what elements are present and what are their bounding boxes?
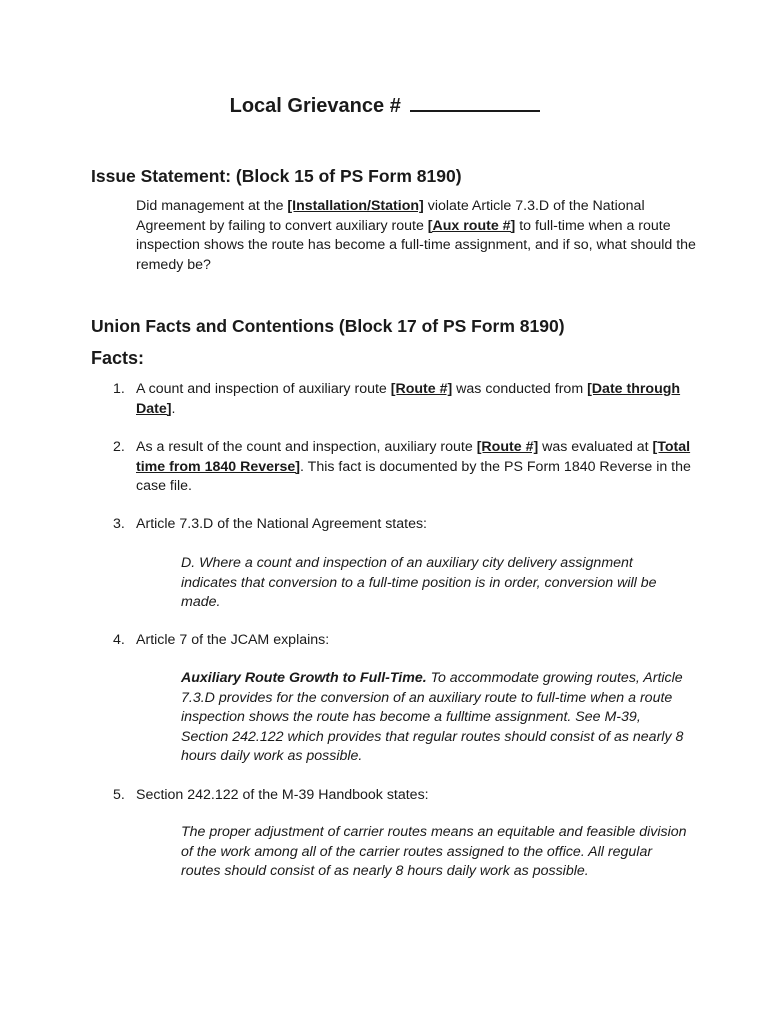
title-text: Local Grievance #: [229, 95, 401, 117]
route-placeholder: [Route #]: [390, 381, 453, 397]
article-7-3-d-quote: D. Where a count and inspection of an auxiliary city delivery assignment indicates that conversion to a full-time position is in order, conversion will be made.: [181, 555, 657, 610]
fact-number: 2.: [113, 439, 125, 455]
issue-statement-heading: Issue Statement: (Block 15 of PS Form 8190): [91, 166, 462, 186]
jcam-quote-text: To accommodate growing routes, Article 7.3.D provides for the conversion of an auxiliary route to full-time when a route inspection shows the route has become a fulltime assignment. See M-39, Section 242.122 which provides that regular routes should consist of as nearly 8 hours daily work as possible.: [181, 670, 684, 764]
issue-text-3: to full-time when a route inspection shows the route has become a full-time assignment, and if so, what should the remedy be?: [136, 217, 696, 273]
union-facts-heading: Union Facts and Contentions (Block 17 of PS Form 8190): [91, 316, 565, 336]
fact-2-text-2: was evaluated at: [538, 439, 653, 455]
m39-quote: The proper adjustment of carrier routes means an equitable and feasible division of the work among all of the carrier routes assigned to the office. All regular routes should consist of as nearly 8 hours daily work as possible.: [181, 824, 687, 879]
issue-text-1: Did management at the: [136, 198, 288, 214]
fact-1-text-1: A count and inspection of auxiliary route: [136, 381, 391, 397]
fact-item-1: [113, 380, 693, 419]
jcam-quote-heading: Auxiliary Route Growth to Full-Time.: [181, 670, 427, 686]
jcam-quote: [181, 669, 691, 767]
fact-text: Article 7.3.D of the National Agreement states:: [136, 516, 427, 532]
fact-1-text-3: .: [171, 400, 176, 417]
date-range-placeholder: [Date through Date]: [136, 381, 681, 417]
aux-route-placeholder: [Aux route #]: [427, 217, 516, 234]
fact-1-text-2: was conducted from: [452, 381, 588, 397]
fact-text: Section 242.122 of the M-39 Handbook states:: [136, 787, 429, 803]
fact-text: [136, 380, 693, 419]
fact-number: 5.: [113, 787, 125, 803]
fact-text: Article 7 of the JCAM explains:: [136, 632, 330, 648]
grievance-number-blank: [410, 92, 540, 112]
total-time-placeholder: [Total time from 1840 Reverse]: [136, 439, 691, 475]
route-placeholder: [Route #]: [476, 439, 539, 455]
issue-text-2: violate Article 7.3.D of the National Agreement by failing to convert auxiliary route: [136, 198, 645, 234]
fact-item-3: [113, 515, 693, 535]
fact-2-text-3: . This fact is documented by the PS Form 1840 Reverse in the case file.: [136, 458, 691, 494]
document-title: [0, 92, 770, 118]
facts-heading: Facts:: [91, 348, 145, 368]
fact-number: 4.: [113, 632, 125, 648]
fact-number: 3.: [113, 516, 125, 532]
fact-text: [136, 438, 693, 497]
fact-item-4: [113, 631, 693, 651]
fact-item-2: [113, 438, 693, 497]
fact-2-text-1: As a result of the count and inspection, auxiliary route: [136, 439, 477, 455]
installation-placeholder: [Installation/Station]: [287, 198, 424, 214]
fact-number: 1.: [113, 381, 125, 397]
issue-statement-text: [136, 197, 696, 275]
fact-item-5: [113, 786, 693, 806]
